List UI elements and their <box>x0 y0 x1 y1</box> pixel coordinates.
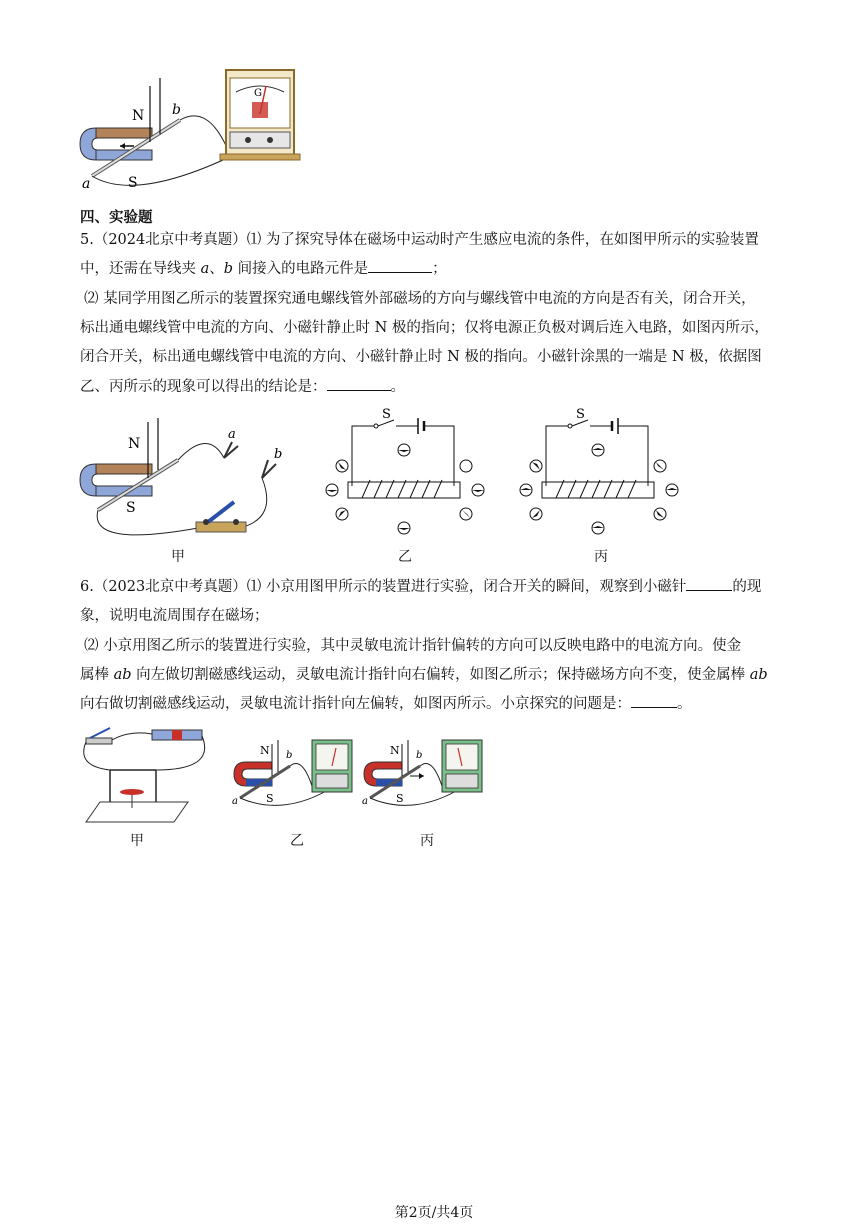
q6-var-ab: ab <box>113 667 132 683</box>
solenoid-compass-diagram-bing <box>516 408 684 536</box>
q5-var-b: b <box>223 261 234 277</box>
q6-line5 <box>80 693 692 715</box>
arrow-right-icon <box>419 773 424 779</box>
q5-var-a: a <box>200 261 210 277</box>
q5-answer-blank-1[interactable] <box>368 258 432 273</box>
q5-answer-blank-2[interactable] <box>327 376 391 391</box>
magnet-clamp-switch-diagram <box>78 418 298 546</box>
q6-line4-text2: 向左做切割磁感线运动，灵敏电流计指针向右偏转，如图乙所示；保持磁场方向不变，使金属棒 <box>131 667 750 683</box>
label-n: N <box>128 436 141 452</box>
label-s: S <box>266 792 274 805</box>
label-a: a <box>232 796 238 807</box>
q5-line6-end: 。 <box>390 379 405 395</box>
top-figure <box>78 64 308 192</box>
q6-figure-jia <box>80 726 210 826</box>
q6-line1-end: 的现 <box>732 579 762 595</box>
label-g: G <box>254 88 262 99</box>
q5-line6-text: 乙、丙所示的现象可以得出的结论是： <box>80 379 327 395</box>
solenoid-compass-diagram-yi <box>322 408 490 536</box>
q6-line3: ⑵ 小京用图乙所示的装置进行实验，其中灵敏电流计指针偏转的方向可以反映电路中的电流方向。使金 <box>84 638 742 654</box>
label-b: b <box>274 447 283 462</box>
q5-figure-bing <box>516 408 684 536</box>
q5-caption-jia: 甲 <box>171 549 185 565</box>
label-n: N <box>260 744 270 757</box>
q6-line1-text: 6.（2023北京中考真题）⑴ 小京用图甲所示的装置进行实验，闭合开关的瞬间，观察到小磁针 <box>80 579 687 595</box>
q5-caption-yi: 乙 <box>398 549 412 565</box>
magnet-n-pole <box>96 128 152 138</box>
q5-line5: 闭合开关，标出通电螺线管中电流的方向、小磁针静止时 N 极的指向。小磁针涂黑的一端是 N 极，依据图 <box>80 349 762 365</box>
label-s: S <box>128 175 138 191</box>
q6-line4 <box>80 664 768 686</box>
q5-figure-yi <box>322 408 490 536</box>
q6-line5-text: 向右做切割磁感线运动，灵敏电流计指针向左偏转，如图丙所示。小京探究的问题是： <box>80 696 631 712</box>
knife-switch <box>196 502 246 532</box>
label-n: N <box>390 744 400 757</box>
q5-caption-bing: 丙 <box>594 549 608 565</box>
label-a: a <box>82 176 91 192</box>
q5-sep: 、 <box>209 261 224 277</box>
q5-line2-text: 中，还需在导线夹 <box>80 261 201 277</box>
q5-line3: ⑵ 某同学用图乙所示的装置探究通电螺线管外部磁场的方向与螺线管中电流的方向是否有关，闭合开关， <box>84 291 756 307</box>
section-heading: 四、实验题 <box>80 209 153 226</box>
magnet-galvanometer-yi <box>232 736 360 808</box>
label-switch-s: S <box>382 408 391 422</box>
q6-answer-blank-2[interactable] <box>631 693 677 708</box>
q5-line1: 5.（2024北京中考真题）⑴ 为了探究导体在磁场中运动时产生感应电流的条件，在如图甲所示的实验装置 <box>80 232 759 248</box>
label-b: b <box>172 102 181 118</box>
arrow-left-icon <box>120 143 125 149</box>
oersted-experiment-diagram <box>80 726 210 826</box>
label-s: S <box>396 792 404 805</box>
label-switch-s: S <box>576 408 585 422</box>
q6-var-ab-2: ab <box>749 667 768 683</box>
q6-line2: 象，说明电流周围存在磁场； <box>80 608 269 624</box>
q6-caption-bing: 丙 <box>420 833 434 849</box>
compass-needle <box>120 789 144 795</box>
page-footer: 第2页/共4页 <box>394 1205 474 1221</box>
q6-caption-jia: 甲 <box>130 833 144 849</box>
label-b: b <box>416 750 423 761</box>
q5-figure-jia <box>78 418 298 546</box>
q6-caption-yi: 乙 <box>290 833 304 849</box>
q6-line4-text: 属棒 <box>80 667 114 683</box>
label-a: a <box>362 796 368 807</box>
q6-line1 <box>80 576 761 598</box>
q5-line6 <box>80 376 405 398</box>
q5-line4: 标出通电螺线管中电流的方向、小磁针静止时 N 极的指向；仅将电源正负极对调后连入电路，如图丙所示， <box>80 320 769 336</box>
q6-line5-end: 。 <box>677 696 692 712</box>
q5-line2-text2: 间接入的电路元件是 <box>233 261 369 277</box>
label-a: a <box>228 427 236 442</box>
label-s: S <box>126 500 136 516</box>
q5-line2 <box>80 258 447 280</box>
q6-answer-blank-1[interactable] <box>686 576 732 591</box>
q6-figure-yi <box>232 736 360 808</box>
label-n: N <box>132 108 145 124</box>
magnet-galvanometer-diagram <box>78 64 308 192</box>
magnet-galvanometer-bing <box>362 736 490 808</box>
label-b: b <box>286 750 293 761</box>
galvanometer <box>220 70 300 160</box>
q5-line2-end: ； <box>432 261 447 277</box>
q6-figure-bing <box>362 736 490 808</box>
